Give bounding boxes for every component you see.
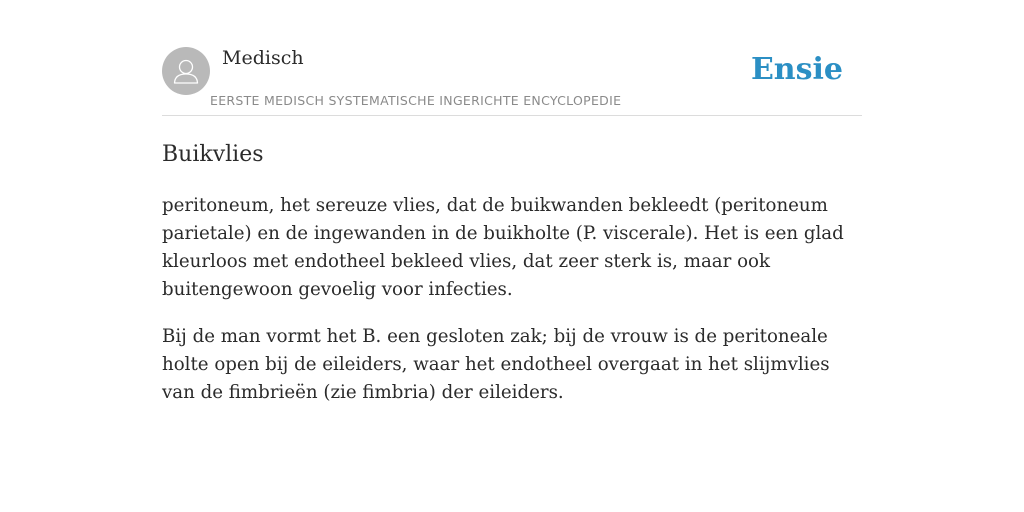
user-icon [162,47,210,95]
page-title: Buikvlies [162,142,264,167]
brand-logo[interactable]: Ensie [750,52,843,87]
paragraph: peritoneum, het sereuze vlies, dat de buikwanden bekleedt (peritoneum parietale) en de ingewanden in de buikholte (P. viscerale). Het is een glad kleurloos met endotheel bekleed vlies, dat zeer sterk is, maar ook buitengewoon gevoelig voor infecties. [162,195,844,300]
author-avatar[interactable] [162,47,210,95]
article-body [162,192,862,426]
author-name[interactable]: Medisch [222,47,304,69]
paragraph: Bij de man vormt het B. een gesloten zak; bij de vrouw is de peritoneale holte open bij de eileiders, waar het endotheel overgaat in het slijmvlies van de fimbrieën (zie fimbria) der eileiders. [162,326,830,403]
article-header [162,46,862,116]
author-subtitle: EERSTE MEDISCH SYSTEMATISCHE INGERICHTE ENCYCLOPEDIE [210,93,622,108]
